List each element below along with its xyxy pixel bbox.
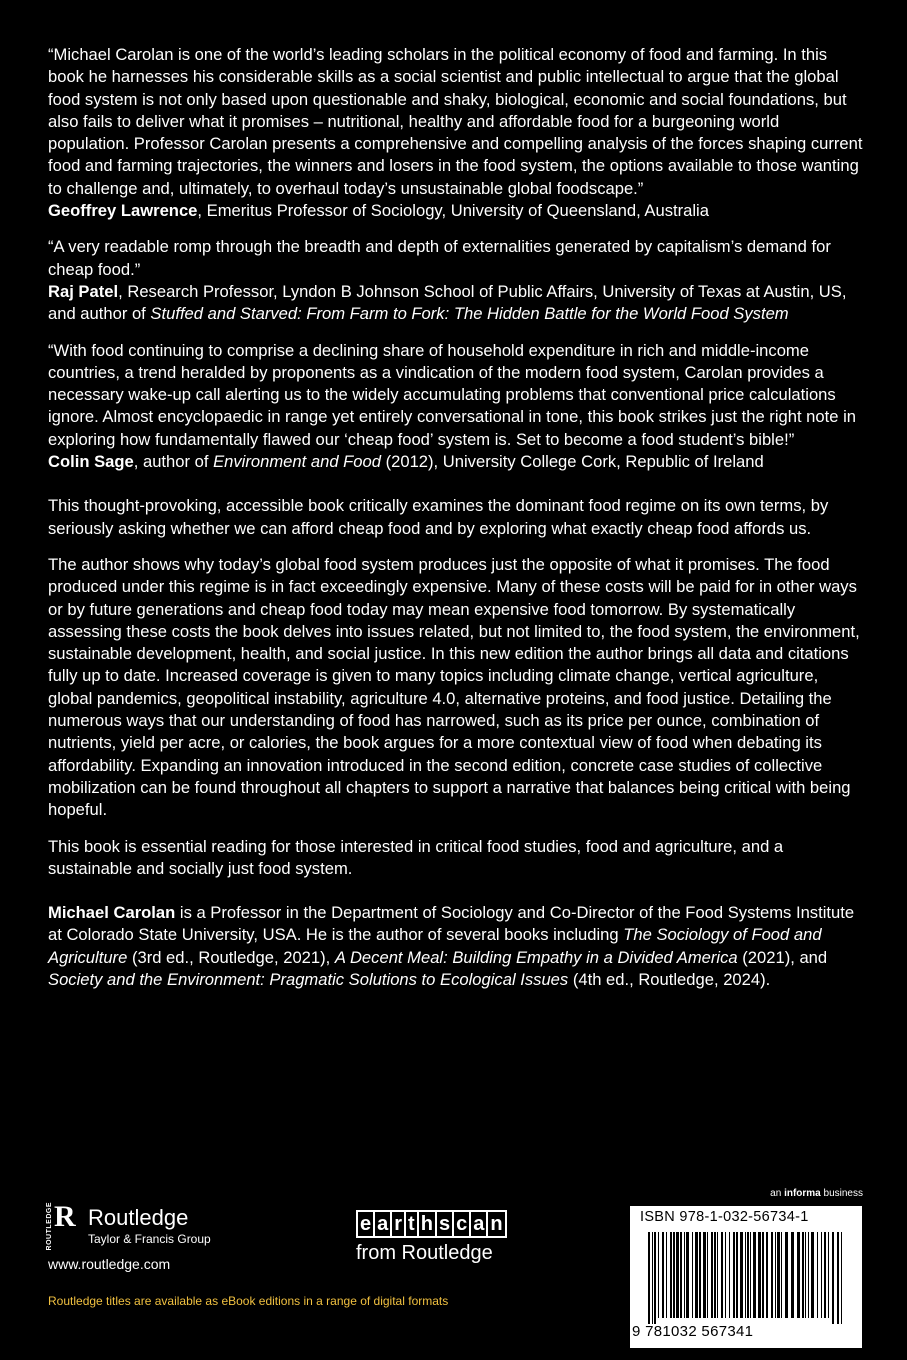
earthscan-letter: a [373, 1210, 392, 1238]
barcode-bar [654, 1232, 656, 1324]
publisher-url[interactable]: www.routledge.com [48, 1256, 171, 1272]
barcode-bar [832, 1232, 834, 1324]
isbn-barcode [630, 1206, 862, 1348]
earthscan-letter: r [390, 1210, 406, 1238]
description-paragraph-2: The author shows why today’s global food system produces just the opposite of what it promises. The food produced under this regime is in fact exceedingly expensive. Many of these costs will be paid for in other ways or by future generations and cheap food today may mean expensive food tomorrow. By systematically assessing these costs the book delves into issues related, but not limited to, the food system, the environment, sustainable development, health, and social justice. In this new edition the author brings all data and citations fully up to date. Increased coverage is given to many topics including climate change, vertical agriculture, global pandemics, geopolitical instability, agriculture 4.0, alternative proteins, and food justice. Detailing the numerous ways that our understanding of food has narrowed, such as its price per ounce, combination of nutrients, yield per acre, or calories, the book argues for a more contextual view of food when debating its affordability. Expanding an innovation introduced in the second edition, concrete case studies of collective mobilization can be found throughout all chapters to support a narrative that balances being critical with being hopeful. [48, 554, 860, 820]
barcode-bar [670, 1232, 672, 1318]
earthscan-letter: e [356, 1210, 375, 1238]
isbn-label: ISBN 978-1-032-56734-1 [640, 1209, 809, 1225]
informa-pre: an [770, 1188, 785, 1199]
earthscan-logo [356, 1210, 505, 1266]
barcode-bar [775, 1232, 776, 1318]
barcode-bar [676, 1232, 679, 1318]
barcode-bar [725, 1232, 726, 1318]
description-paragraph-3: This book is essential reading for those interested in critical food studies, food and agriculture, and a sustainable and socially just food system. [48, 836, 784, 878]
publisher-name: Routledge [88, 1205, 189, 1230]
earthscan-wordmark [356, 1210, 505, 1238]
earthscan-letter: a [469, 1210, 488, 1238]
barcode-bar [666, 1232, 667, 1318]
barcode-bar [714, 1232, 716, 1318]
bio-text: (2021), and [737, 947, 828, 967]
barcode-bar [717, 1232, 718, 1318]
barcode-bar [828, 1232, 829, 1318]
quote-author: Raj Patel [48, 281, 119, 301]
quote-affiliation: , Emeritus Professor of Sociology, University of Queensland, Australia [197, 201, 709, 221]
earthscan-letter: c [452, 1210, 471, 1238]
barcode-bar [758, 1232, 761, 1318]
quote-work-title: Stuffed and Starved: From Farm to Fork: The Hidden Battle for the World Food System [150, 304, 789, 324]
routledge-logo [46, 1200, 211, 1260]
barcode-bar [658, 1232, 659, 1318]
barcode-bar [841, 1232, 842, 1324]
barcode-bar [837, 1232, 839, 1324]
barcode-bar [721, 1232, 723, 1318]
barcode-bar [781, 1232, 782, 1318]
barcode-bar [695, 1232, 698, 1318]
barcode-bar [824, 1232, 826, 1318]
quote-text: “Michael Carolan is one of the world’s leading scholars in the political economy of food and farming. In this book he harnesses his considerable skills as a social scientist and public intellectual to argue that the global food system is not only based upon questionable and shaky, biological, economic and social foundations, but also fails to deliver what it promises – nutritional, healthy and affordable food for a burgeoning world population. Professor Carolan presents a comprehensive and compelling analysis of the forces shaping current food and farming trajectories, the winners and losers in the food system, the options available to those wanting to challenge and, ultimately, to overhaul today’s unsustainable global foodscape.” [48, 45, 863, 198]
barcode-bar [821, 1232, 822, 1318]
barcode-bar [745, 1232, 746, 1318]
earthscan-letter: n [486, 1210, 506, 1238]
bio-name: Michael Carolan [48, 903, 176, 923]
barcode-bar [662, 1232, 664, 1318]
quote-work-title: Environment and Food [213, 452, 381, 472]
barcode-bar [750, 1232, 751, 1318]
routledge-vertical-text: ROUTLEDGE [46, 1202, 53, 1251]
informa-tag [770, 1188, 863, 1199]
barcode-bar [808, 1232, 809, 1318]
bio-text: (4th ed., Routledge, 2024). [568, 969, 771, 989]
bio-work-title: The Sociology of Food and Agriculture [48, 925, 822, 967]
bio-text: (3rd ed., Routledge, 2021), [127, 947, 335, 967]
barcode-bar [805, 1232, 806, 1318]
earthscan-from: from Routledge [356, 1242, 493, 1264]
barcode-bar [797, 1232, 800, 1318]
barcode-bars [648, 1232, 848, 1324]
barcode-bar [733, 1232, 735, 1318]
publisher-group: Taylor & Francis Group [88, 1232, 211, 1246]
barcode-bar [777, 1232, 780, 1318]
earthscan-letter: t [404, 1210, 419, 1238]
earthscan-letter: h [417, 1210, 437, 1238]
barcode-bar [762, 1232, 764, 1318]
barcode-bar [740, 1232, 743, 1318]
quote-author: Geoffrey Lawrence [48, 201, 198, 221]
quote-affiliation: , Research Professor, Lyndon B Johnson School of Public Affairs, University of Texas at Austin, US, and author of [48, 281, 847, 324]
bio-work-title: A Decent Meal: Building Empathy in a Divided America [334, 947, 738, 967]
barcode-bar [766, 1232, 768, 1318]
barcode-bar [811, 1232, 814, 1318]
barcode-bar [736, 1232, 738, 1318]
endorsement-patel [48, 236, 864, 325]
endorsement-lawrence [48, 44, 864, 222]
quote-text: “With food continuing to comprise a declining share of household expenditure in rich and middle-income countries, a trend heralded by proponents as a vindication of the modern food system, Carolan provides a necessary wake-up call alerting us to the widely accumulating problems that conventional price calculations ignore. Almost encyclopaedic in range yet entirely conversational in tone, this book strikes just the right note in exploring how fundamentally flawed our ‘cheap food’ system is. Set to become a food student’s bible!” [48, 340, 857, 449]
barcode-bar [802, 1232, 804, 1318]
barcode-bar [817, 1232, 818, 1318]
earthscan-letter: s [435, 1210, 454, 1238]
barcode-bar [673, 1232, 675, 1318]
barcode-bar [680, 1232, 682, 1318]
routledge-r-icon [46, 1200, 76, 1260]
barcode-bar [747, 1232, 749, 1318]
barcode-bar [684, 1232, 685, 1318]
author-bio [48, 902, 864, 991]
quote-author: Colin Sage [48, 452, 134, 472]
barcode-bar [686, 1232, 689, 1318]
quote-affiliation: , author of [133, 452, 214, 472]
bio-work-title: Society and the Environment: Pragmatic Solutions to Ecological Issues [48, 969, 569, 989]
barcode-digits: 9 781032 567341 [632, 1323, 754, 1340]
barcode-bar [791, 1232, 794, 1318]
quote-text: “A very readable romp through the breadth and depth of externalities generated by capitalism’s demand for cheap food.” [48, 237, 831, 279]
barcode-bar [753, 1232, 756, 1318]
informa-post: business [820, 1188, 863, 1199]
barcode-bar [771, 1232, 773, 1318]
barcode-bar [729, 1232, 730, 1318]
quote-affiliation-end: (2012), University College Cork, Republic of Ireland [380, 452, 764, 472]
routledge-glyph: R [54, 1200, 76, 1233]
bio-text: is a Professor in the Department of Sociology and Co-Director of the Food Systems Institute at Colorado State University, USA. He is the author of several books including [48, 903, 855, 945]
barcode-bar [692, 1232, 693, 1318]
ebook-note: Routledge titles are available as eBook editions in a range of digital formats [48, 1294, 449, 1308]
back-cover-text [48, 44, 864, 1005]
description-paragraph-1: This thought-provoking, accessible book critically examines the dominant food regime on its own terms, by seriously asking whether we can afford cheap food and by exploring what exactly cheap food affords us. [48, 496, 829, 538]
barcode-bar [785, 1232, 788, 1318]
barcode-bar [711, 1232, 713, 1318]
informa-bold: informa [784, 1188, 821, 1199]
barcode-bar [703, 1232, 706, 1318]
footer [0, 1170, 907, 1360]
endorsement-sage [48, 340, 864, 474]
barcode-bar [707, 1232, 708, 1318]
barcode-bar [652, 1232, 653, 1324]
barcode-bar [648, 1232, 650, 1324]
barcode-bar [699, 1232, 701, 1318]
